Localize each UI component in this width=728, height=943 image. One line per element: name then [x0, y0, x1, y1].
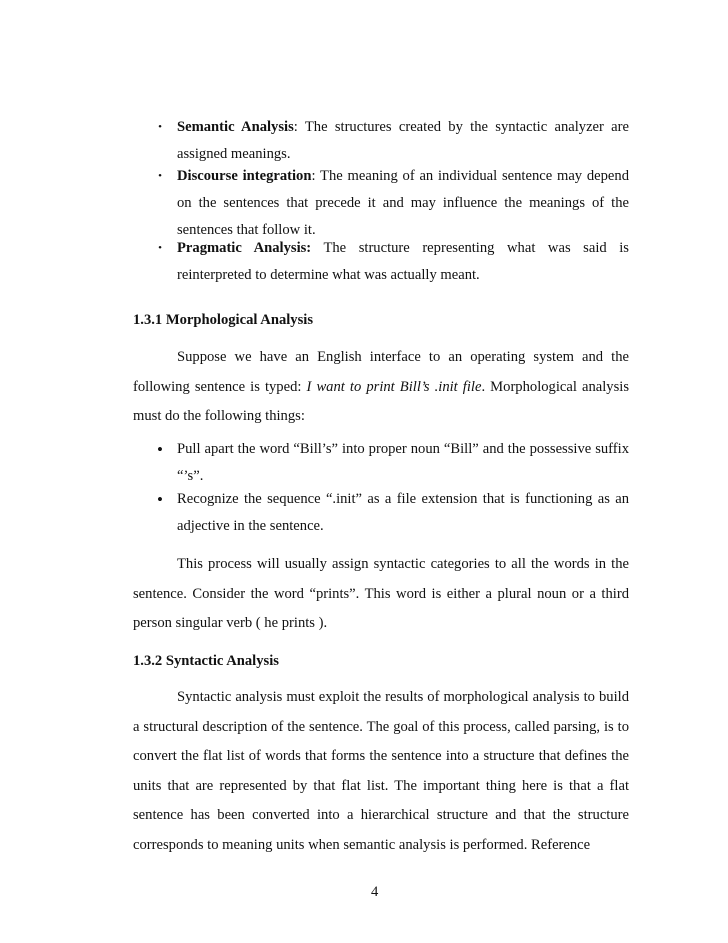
bullet-pull-apart — [157, 436, 629, 490]
bullet-marker: • — [157, 440, 163, 459]
paragraph-morph-intro — [133, 343, 629, 432]
paragraph-syntactic-categories — [133, 550, 629, 639]
bullet-term: Semantic Analysis — [177, 119, 294, 135]
example-sentence: I want to print Bill’s .init file — [306, 378, 482, 395]
section-heading-syntactic: 1.3.2 Syntactic Analysis — [133, 653, 279, 669]
bullet-text: Recognize the sequence “.init” as a file extension that is functioning as an adjective in the sentence. — [177, 491, 629, 534]
paragraph-syntactic-analysis — [133, 683, 629, 860]
para-text: . Morphological analysis must do the following things: — [133, 378, 630, 424]
bullet-marker: • — [158, 170, 162, 182]
bullet-marker: • — [158, 121, 162, 133]
bullet-recognize — [157, 486, 629, 540]
section-heading-morphological: 1.3.1 Morphological Analysis — [133, 312, 314, 328]
bullet-marker: • — [158, 242, 162, 254]
bullet-text: The meaning of an individual sentence may depend on the sentences that precede it and may influence the meanings of the sentences that follow it. — [177, 168, 629, 238]
page-number: 4 — [371, 884, 379, 900]
bullet-text: Pull apart the word “Bill’s” into proper noun “Bill” and the possessive suffix “’s”. — [177, 441, 629, 484]
bullet-sep: : — [311, 168, 316, 184]
para-text: This process will usually assign syntactic categories to all the words in the sentence. Consider the word “prints”. This word is either a plural noun or a third person singular verb ( he prints ). — [133, 556, 629, 631]
bullet-text: The structures created by the syntactic analyzer are assigned meanings. — [177, 119, 629, 162]
bullet-text: The structure representing what was said is reinterpreted to determine what was actually meant. — [177, 240, 629, 283]
bullet-marker: • — [157, 490, 163, 509]
bullet-term: Discourse integration — [177, 168, 312, 184]
para-text: Syntactic analysis must exploit the results of morphological analysis to build a structural description of the sentence. The goal of this process, called parsing, is to convert the flat list of words that forms the sentence into a structure that defines the units that are represented by that flat list. The important thing here is that a flat sentence has been converted into a hierarchical structure and that the structure corresponds to meaning units when semantic analysis is performed. Reference — [133, 689, 629, 853]
para-text: Suppose we have an English interface to an operating system and the following sentence is typed: — [133, 349, 629, 395]
bullet-pragmatic-analysis — [158, 235, 629, 289]
bullet-semantic-analysis — [158, 114, 629, 168]
bullet-discourse-integration — [158, 163, 629, 244]
bullet-sep: : — [293, 119, 298, 135]
bullet-term: Pragmatic Analysis: — [177, 240, 312, 256]
